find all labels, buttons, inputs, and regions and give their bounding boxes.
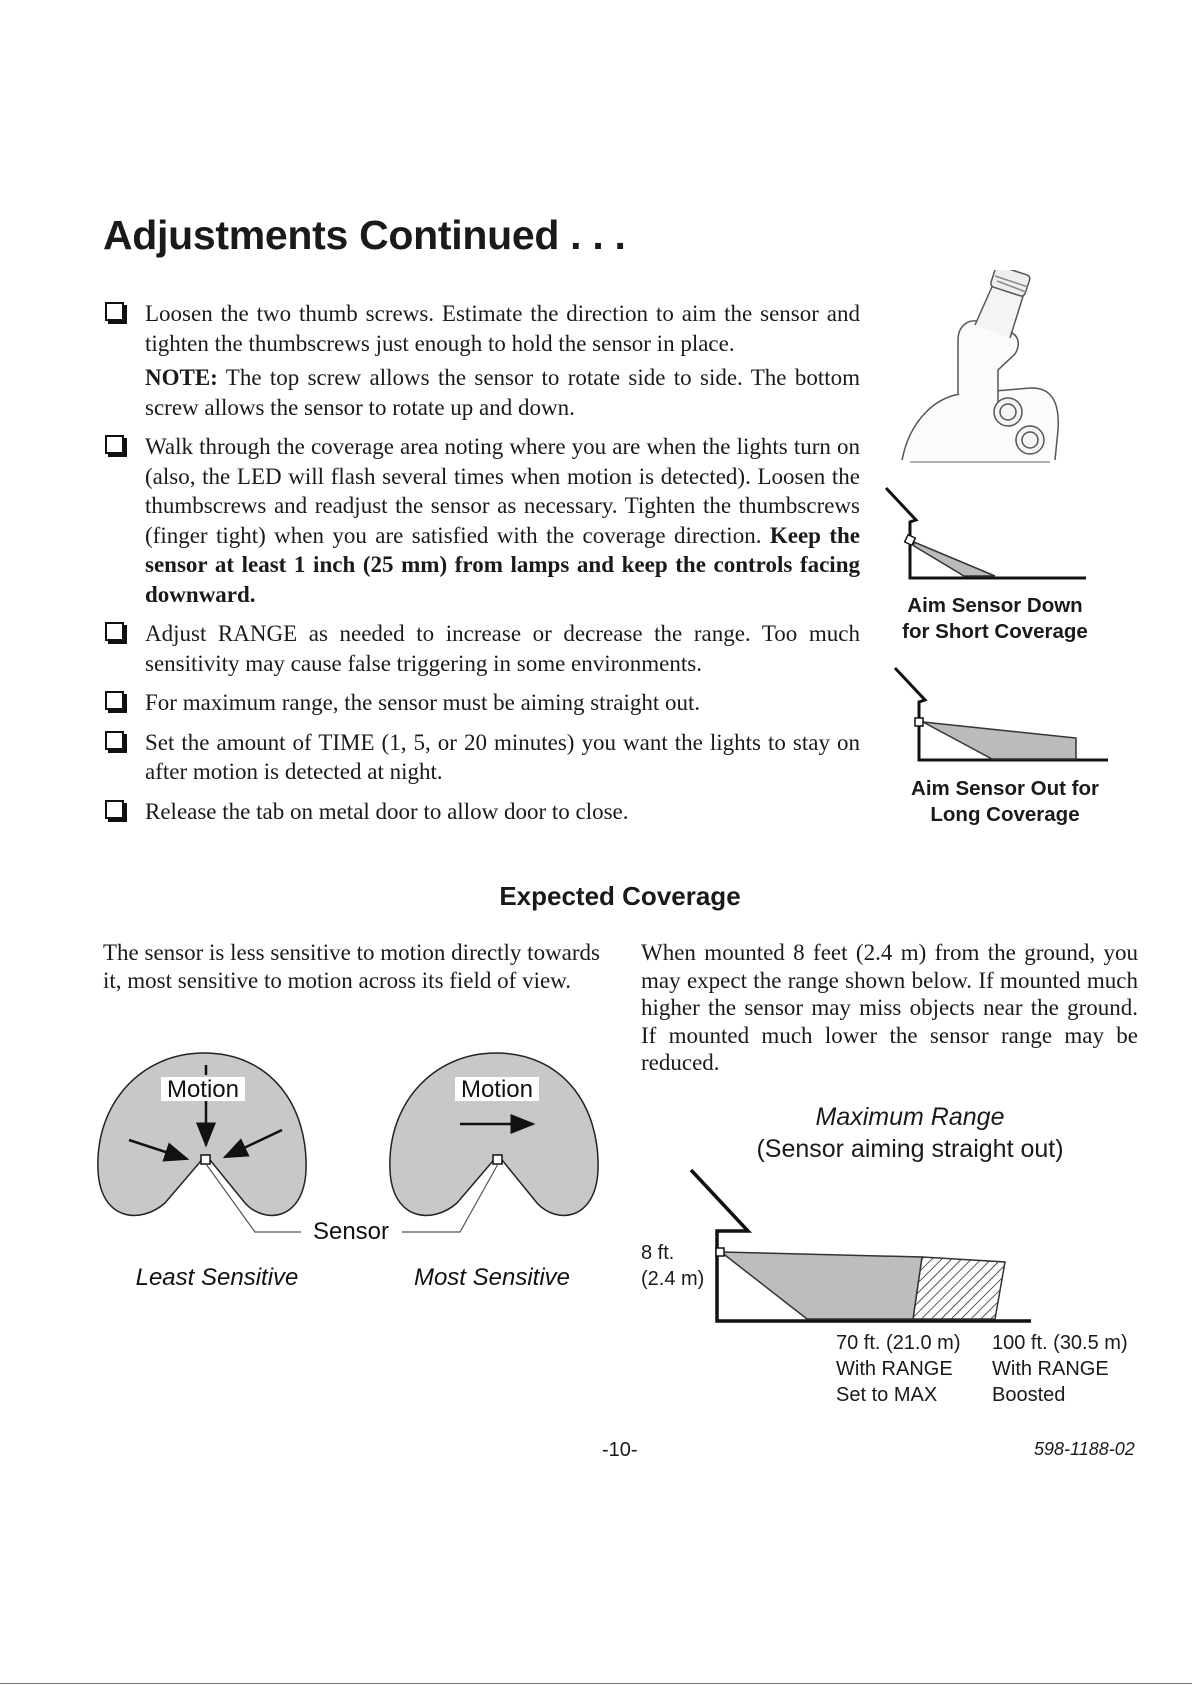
page-number: -10- [602,1439,638,1461]
aim-out-diagram [895,668,1108,760]
checkbox-icon [105,435,124,454]
step-text: For maximum range, the sensor must be aiming straight out. [145,690,701,715]
mounting-paragraph: When mounted 8 feet (2.4 m) from the ground, you may expect the range shown below. If mounted much higher the sensor may miss objects near the ground. If mounted much lower the sensor range may be reduced. [641,940,1138,1075]
motion-label-left: Motion [166,1076,240,1103]
sensor-label: Sensor [312,1218,390,1245]
step-text: Adjust RANGE as needed to increase or decrease the range. Too much sensitivity may cause false triggering in some environments. [145,621,860,676]
boosted-range-area [913,1257,1005,1319]
caption-aim-down: Aim Sensor Down for Short Coverage [902,594,1088,643]
checkbox-icon [105,691,124,710]
motion-label-right: Motion [460,1076,534,1103]
least-sensitive-label: Least Sensitive [135,1264,299,1291]
sensitivity-diagram [95,1045,615,1305]
range-subtitle: (Sensor aiming straight out) [756,1135,1064,1163]
adjustment-steps [103,299,860,836]
sensitivity-paragraph: The sensor is less sensitive to motion directly towards it, most sensitive to motion across its field of view. [103,940,600,993]
most-sensitive-label: Most Sensitive [413,1264,571,1291]
step-6 [103,797,860,827]
aim-down-diagram [886,488,1086,578]
step-note [145,363,860,422]
step-2 [103,432,860,609]
checkbox-icon [105,302,124,321]
note-label: NOTE: [145,365,218,390]
step-text-bold: Keep the sensor at least 1 inch (25 mm) from lamps and keep the controls facing downward. [145,522,860,607]
checkbox-icon [105,800,124,819]
range-70-label: 70 ft. (21.0 m) With RANGE Set to MAX [836,1332,961,1406]
note-text: The top screw allows the sensor to rotate side to side. The bottom screw allows the sensor to rotate up and down. [145,365,860,420]
step-text: Release the tab on metal door to allow door to close. [145,798,629,824]
step-text: Set the amount of TIME (1, 5, or 20 minutes) you want the lights to stay on after motion is detected at night. [145,729,860,784]
step-1 [103,299,860,422]
max-range-area [721,1252,922,1319]
document-number: 598-1188-02 [1034,1439,1135,1459]
mount-height-label: 8 ft. (2.4 m) [641,1242,705,1290]
sensor-aim-illustration [880,270,1120,780]
range-diagram [635,1100,1055,1330]
step-3 [103,619,860,678]
caption-aim-out: Aim Sensor Out for Long Coverage [911,777,1099,826]
step-text [145,432,860,609]
range-title: Maximum Range [815,1103,1005,1131]
checkbox-icon [105,731,124,750]
sensor-head-icon [902,270,1058,462]
section-title: Expected Coverage [499,881,741,911]
step-text-plain: Walk through the coverage area noting where you are when the lights turn on (also, the LED will flash several times when motion is detected). Loosen the thumbscrews and readjust the sensor as necessary. Tighten the thumbscrews (finger tight) when you are satisfied with the coverage direction. [145,434,860,548]
least-sensitive-lobe [98,1053,306,1215]
most-sensitive-lobe [390,1053,598,1215]
step-5 [103,728,860,787]
step-4 [103,688,860,718]
range-100-label: 100 ft. (30.5 m) With RANGE Boosted [992,1332,1128,1406]
step-text: Loosen the two thumb screws. Estimate the direction to aim the sensor and tighten the thumbscrews just enough to hold the sensor in place. [145,301,860,356]
page-title: Adjustments Continued . . . [103,212,626,258]
sensor-icon [716,1248,724,1256]
bottom-rule [0,1683,1192,1684]
checkbox-icon [105,622,124,641]
